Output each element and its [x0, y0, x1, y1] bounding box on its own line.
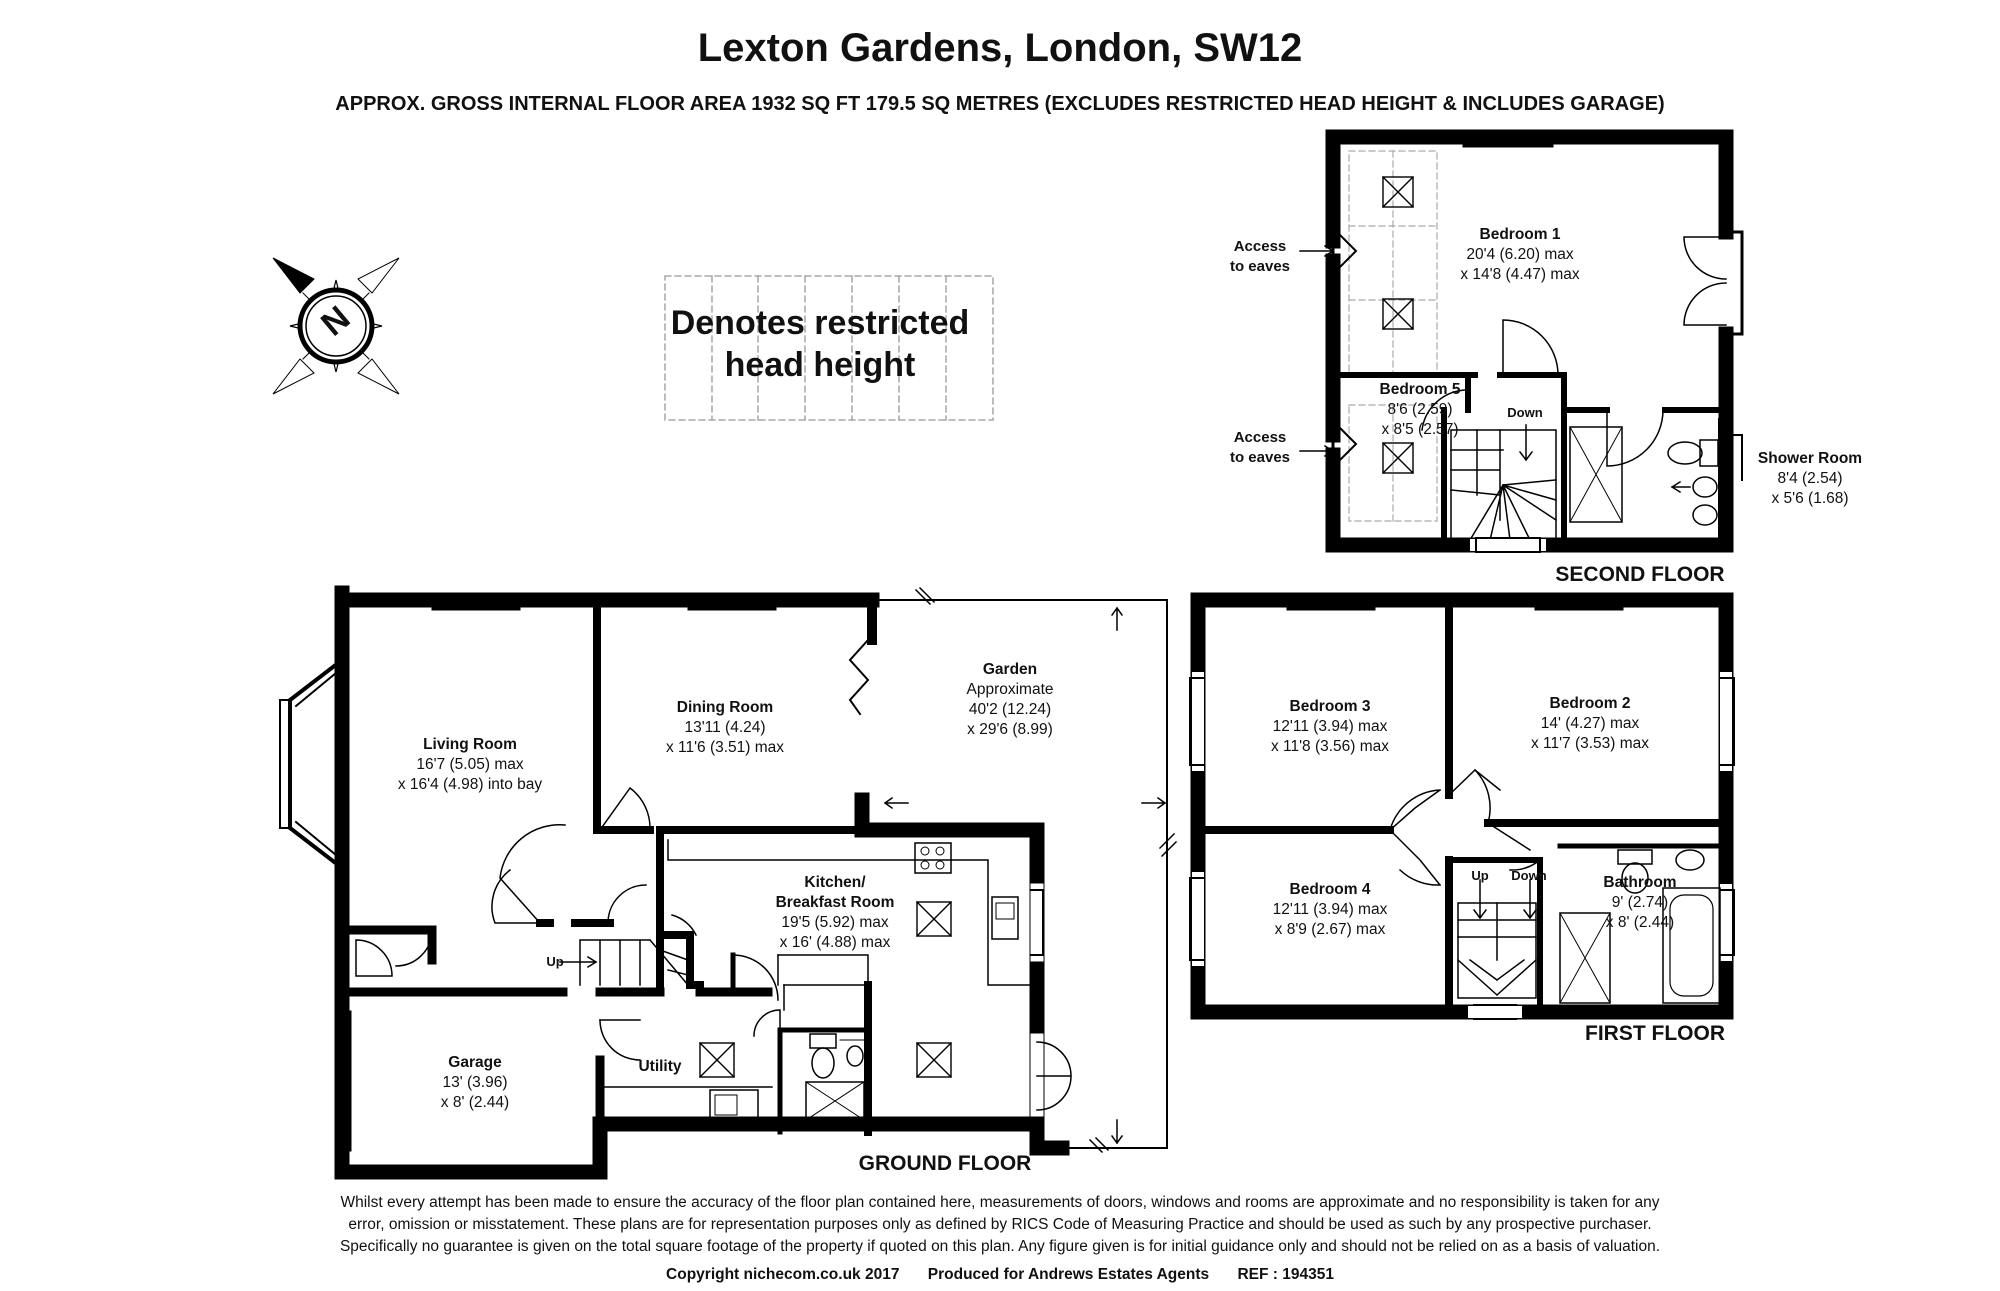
- room-bedroom-4: Bedroom 4 12'11 (3.94) max x 8'9 (2.67) max: [1272, 881, 1388, 938]
- room-bedroom-3: Bedroom 3 12'11 (3.94) max x 11'8 (3.56) max: [1270, 698, 1390, 755]
- footer: [0, 1266, 2000, 1284]
- floor-area-subtitle: APPROX. GROSS INTERNAL FLOOR AREA 1932 SQ FT 179.5 SQ METRES (EXCLUDES RESTRICTED HEAD HEIGHT & INCLUDES GARAGE): [335, 93, 1665, 115]
- room-living-room: Living Room 16'7 (5.05) max x 16'4 (4.98) into bay: [397, 736, 543, 793]
- room-bedroom-1: Bedroom 1 20'4 (6.20) max x 14'8 (4.47) max: [1460, 226, 1580, 283]
- access-to-eaves-upper: Access to eaves: [1229, 238, 1291, 275]
- page-title: Lexton Gardens, London, SW12: [697, 26, 1303, 70]
- legend-line-1: Denotes restricted: [670, 304, 970, 342]
- disclaimer-line-3: Specifically no guarantee is given on the total square footage of the property if quoted on this plan. Any figure given is for initial guidance only and should not be relied on as a basis of valuation.: [339, 1238, 1661, 1255]
- room-utility: Utility: [638, 1058, 682, 1075]
- room-bathroom: Bathroom 9' (2.74) x 8' (2.44): [1603, 874, 1677, 931]
- first-floor-plan: [1190, 600, 1734, 1019]
- first-floor-label: FIRST FLOOR: [1585, 1022, 1725, 1045]
- footer-produced-for: Produced for Andrews Estates Agents: [927, 1266, 1210, 1283]
- room-kitchen-breakfast: Kitchen/ Breakfast Room 19'5 (5.92) max x 16' (4.88) max: [775, 874, 895, 951]
- stairs-down-label-second: Down: [1507, 405, 1543, 420]
- room-bedroom-2: Bedroom 2 14' (4.27) max x 11'7 (3.53) max: [1530, 695, 1650, 752]
- footer-ref: REF : 194351: [1237, 1266, 1334, 1283]
- stairs-up-label-ground: Up: [546, 954, 564, 969]
- room-garage: Garage 13' (3.96) x 8' (2.44): [440, 1054, 510, 1111]
- room-shower-room: Shower Room 8'4 (2.54) x 5'6 (1.68): [1757, 450, 1863, 507]
- second-floor-label: SECOND FLOOR: [1555, 563, 1725, 586]
- disclaimer: [0, 1192, 2000, 1258]
- ground-floor-label: GROUND FLOOR: [858, 1152, 1032, 1175]
- room-dining-room: Dining Room 13'11 (4.24) x 11'6 (3.51) max: [665, 699, 785, 756]
- legend-line-2: head height: [724, 346, 916, 384]
- room-bedroom-5: Bedroom 5 8'6 (2.59) x 8'5 (2.57): [1379, 381, 1461, 438]
- disclaimer-line-2: error, omission or misstatement. These plans are for representation purposes only as defined by RICS Code of Measuring Practice and should be used as such by any prospective purchaser.: [348, 1216, 1652, 1233]
- stairs-up-label-first: Up: [1471, 868, 1489, 883]
- stairs-down-label-first: Down: [1511, 868, 1547, 883]
- area-garden: Garden Approximate 40'2 (12.24) x 29'6 (8.99): [966, 661, 1054, 738]
- compass-letter: N: [314, 298, 358, 344]
- footer-copyright: Copyright nichecom.co.uk 2017: [666, 1266, 900, 1283]
- disclaimer-line-1: Whilst every attempt has been made to ensure the accuracy of the floor plan contained here, measurements of doors, windows and rooms are approximate and no responsibility is taken for any: [340, 1194, 1660, 1211]
- second-floor-plan: [1300, 137, 1742, 552]
- legend-text: [650, 302, 990, 386]
- access-to-eaves-lower: Access to eaves: [1229, 429, 1291, 466]
